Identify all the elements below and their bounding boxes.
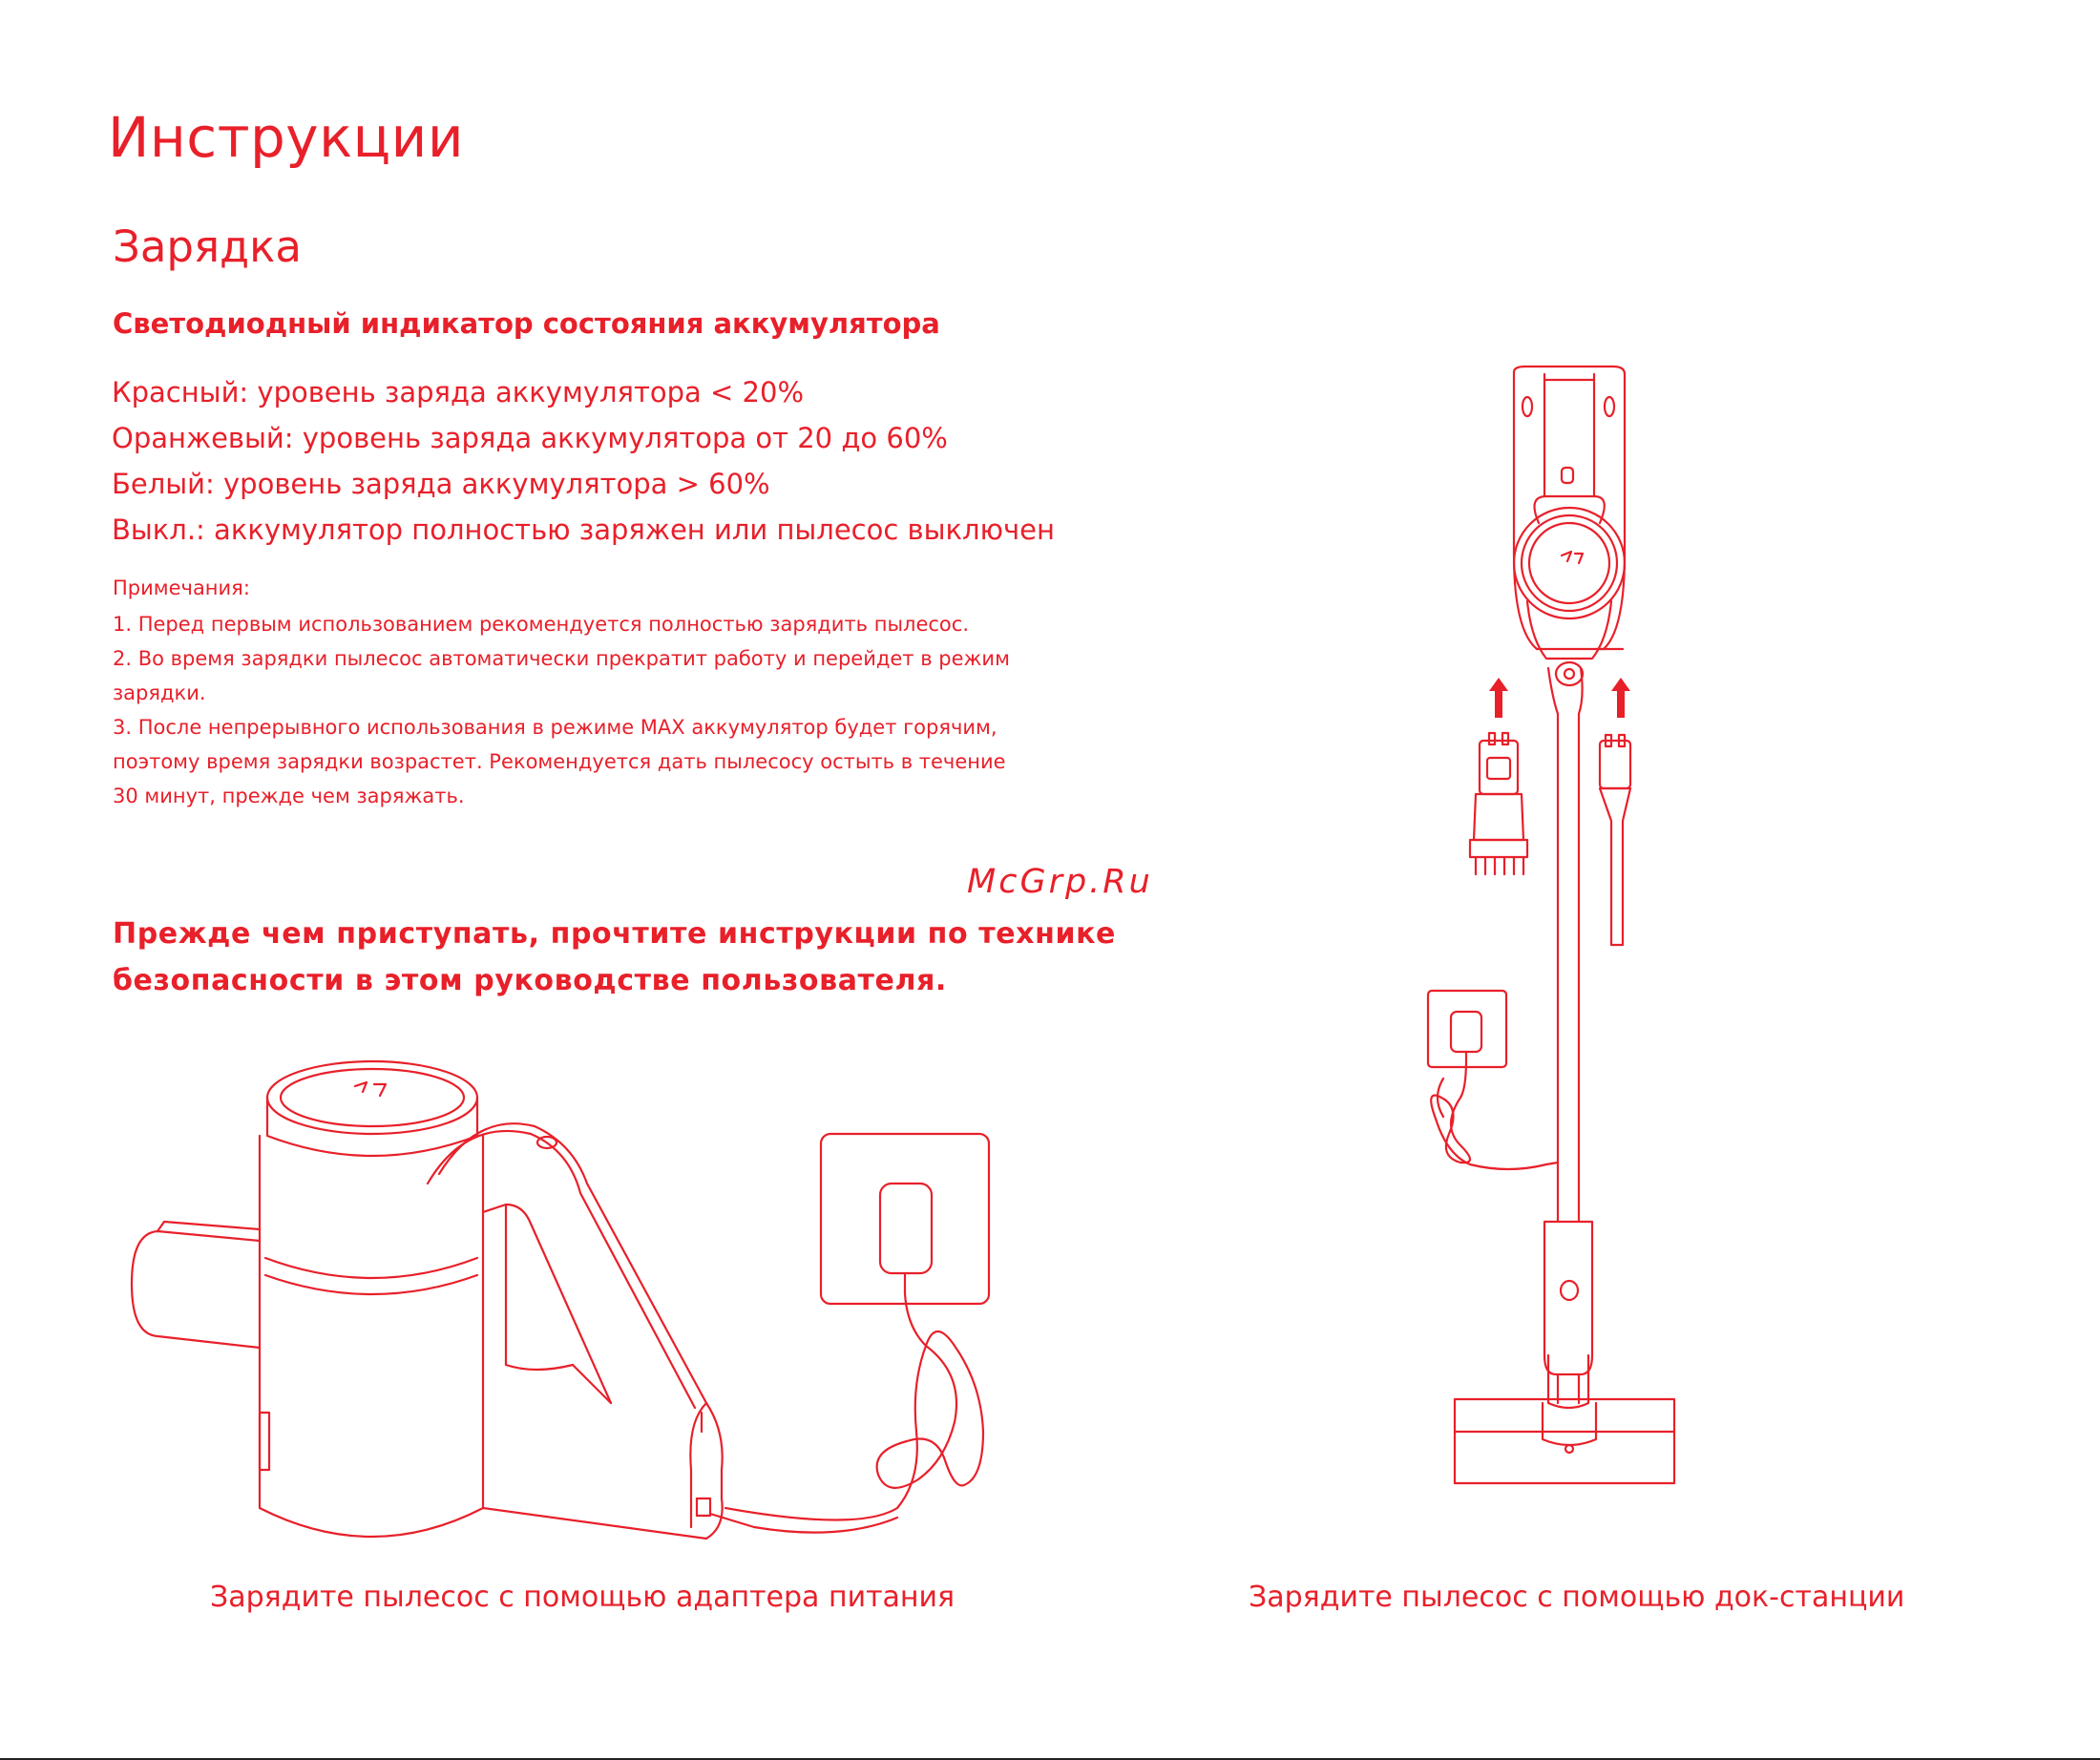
note-line: 3. После непрерывного использования в режиме MAX аккумулятор будет горячим, bbox=[113, 716, 998, 739]
stick-vacuum-icon bbox=[1455, 374, 1674, 1483]
power-cable-icon bbox=[1431, 1059, 1558, 1169]
note-line: зарядки. bbox=[113, 681, 206, 704]
note-line: 2. Во время зарядки пылесос автоматически прекратит работу и перейдет в режим bbox=[113, 647, 1010, 670]
status-white: Белый: уровень заряда аккумулятора > 60% bbox=[112, 468, 770, 500]
crevice-brush-tool-icon bbox=[1470, 733, 1527, 874]
section-title: Зарядка bbox=[113, 221, 302, 272]
notes-heading: Примечания: bbox=[113, 576, 250, 599]
safety-warning-line: Прежде чем приступать, прочтите инструкции по технике bbox=[113, 917, 1116, 951]
page-title: Инструкции bbox=[108, 105, 465, 170]
status-off: Выкл.: аккумулятор полностью заряжен или пылесос выключен bbox=[112, 513, 1055, 546]
note-line: 30 минут, прежде чем заряжать. bbox=[113, 785, 465, 807]
subsection-title: Светодиодный индикатор состояния аккумулятора bbox=[113, 307, 940, 340]
caption-adapter: Зарядите пылесос с помощью адаптера питания bbox=[210, 1581, 956, 1614]
safety-warning-line: безопасности в этом руководстве пользователя. bbox=[113, 964, 947, 997]
status-red: Красный: уровень заряда аккумулятора < 20% bbox=[112, 376, 804, 409]
watermark: McGrp.Ru bbox=[967, 863, 1153, 901]
status-orange: Оранжевый: уровень заряда аккумулятора от 20 до 60% bbox=[112, 422, 948, 454]
note-line: 1. Перед первым использованием рекомендуется полностью зарядить пылесос. bbox=[113, 613, 970, 636]
crevice-nozzle-tool-icon bbox=[1600, 735, 1630, 945]
note-line: поэтому время зарядки возрастет. Рекомендуется дать пылесосу остыть в течение bbox=[113, 750, 1006, 773]
caption-dock: Зарядите пылесос с помощью док-станции bbox=[1249, 1581, 1905, 1614]
wall-socket-icon bbox=[1428, 991, 1506, 1067]
arrow-up-icon bbox=[1489, 678, 1630, 718]
